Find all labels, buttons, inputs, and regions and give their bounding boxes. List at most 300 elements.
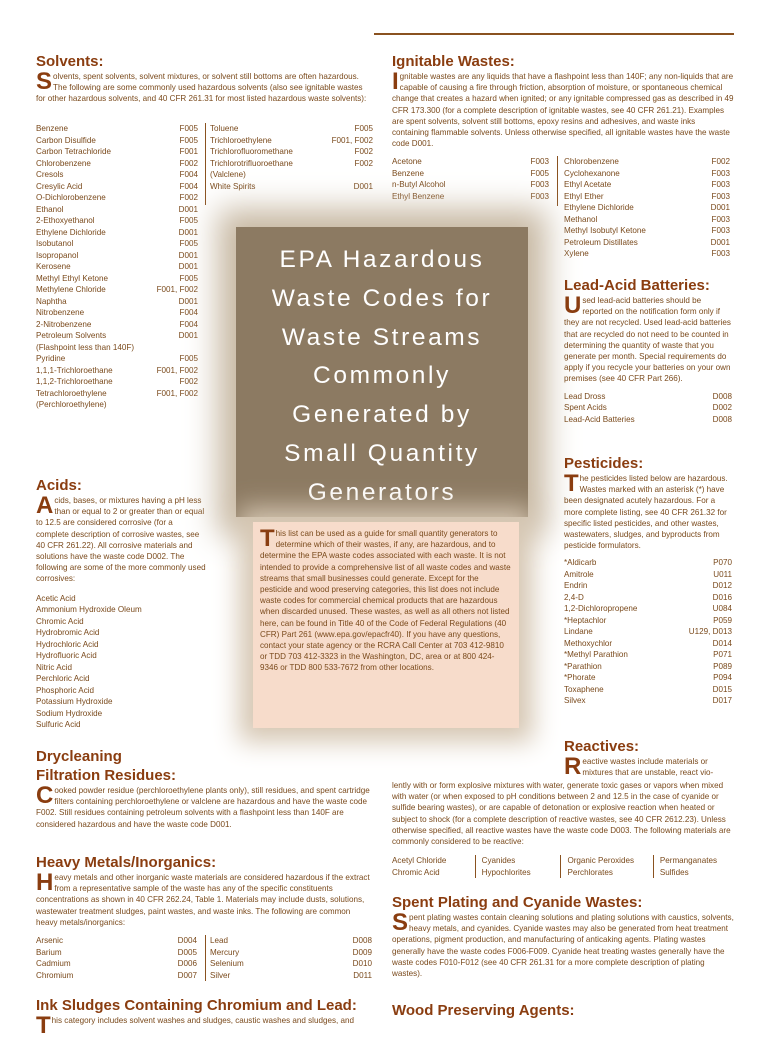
item-code: F001 [179,147,198,156]
item-name: *Heptachlor [564,615,607,625]
item-name: Barium [36,947,62,957]
list-item [564,661,732,673]
item-name: n-Butyl Alcohol [392,180,446,189]
item-name: Isopropanol [36,250,79,260]
item-name: 1,1,1-Trichloroethane [36,365,113,375]
item-name: *Aldicarb [564,558,597,568]
item-code: F001, F002 [156,285,198,294]
list-item [564,156,730,168]
item-code: D001 [178,227,198,237]
item-name: Toxaphene [564,684,604,694]
item-code: D001 [178,204,198,214]
title-line: EPA Hazardous [279,246,485,273]
item-name: Ethyl Acetate [564,180,612,189]
list-item [36,365,198,377]
list-item [36,204,198,216]
list-item [36,399,198,411]
item-code: P094 [713,673,732,683]
title-line: Commonly [313,362,451,390]
item-code: F001, F002 [331,135,373,145]
item-code: D015 [712,684,732,694]
list-item [564,237,730,249]
item-name: Carbon Tetrachloride [36,147,111,156]
item-name: Isobutanol [36,239,74,248]
lead-acid-intro [564,292,732,385]
item-code: F003 [530,191,549,201]
list-item [210,135,373,147]
item-name: Benzene [36,124,68,133]
ignitable-intro-text: gnitable wastes are any liquids that have a flashpoint less than 140F; any non-liquids that are capable of causing a fire through friction, absorption of moisture, or spontaneous chemical change that creates a hazard when ignited; or any ignitable compressed gas as described in 49 CFR 173.300 (for a complete description of ignitable wastes, see 40 CFR 261.21). Examples are spent solvents, solvent still bottoms, epoxy resins and adhesives, and waste inks containing flammable solvents. Unless otherwise specified, all ignitable wastes have the waste code D001. [392,72,734,149]
list-item [36,123,198,135]
list-item [36,135,198,147]
list-item [564,638,732,650]
item-code: D016 [712,592,732,602]
list-item [564,168,730,180]
item-name: Spent Acids [564,403,607,413]
item-code: D001 [178,296,198,306]
item-code: D012 [712,581,732,591]
list-item: Hydrochloric Acid [36,639,99,649]
item-name: Toluene [210,124,239,133]
plating-title: Spent Plating and Cyanide Wastes: [392,894,643,911]
item-code: D002 [712,403,732,413]
list-item [392,179,549,191]
item-code: F005 [179,135,198,145]
drycleaning-drop-cap: C [36,782,54,809]
reactives-intro-b: lently with or form explosive mixtures with water, generate toxic gases or vapors when mixed with water (or when exposed to pH conditions between 2 and 12.5 in the case of cyanide or sulfide bearing wastes), or are capable of detonation or explosive reaction when heated or subject to shock (for a complete description of reactive wastes, see 40 CFR 2612.23). Unless otherwise specified, all reactive wastes have the waste code D003. The following materials are commonly considered to be reactive: [392,781,731,847]
plating-intro-text: pent plating wastes contain cleaning solutions and plating solutions with caustics, solvents, heavy metals, and cyanides. Cyanide wastes may also be generated from heat treatment operations, pigment production, and manufacturing of anticaking agents. Plating wastes generally have the waste codes F006-F009. Cyanide heat treating wastes generally have the waste codes F010-F012 (see 40 CFR 261.31 for a more complete description of plating wastes). [392,913,734,979]
list-item [210,958,372,970]
solvents-drop-cap: S [36,68,53,95]
reactives-intro-a-text: eactive wastes include materials or mixtures that are unstable, react vio- [582,757,714,778]
title-line: Small Quantity [284,439,480,467]
plating-intro [392,909,734,979]
item-name: Methylene Chloride [36,285,106,294]
item-code: D001 [710,237,730,247]
heavy-metals-intro-text: eavy metals and other inorganic waste materials are considered hazardous if the extract from a representative sample of the waste has any of the specific constituents concentrations as shown in 40 CFR 262.24, Table 1. Materials may include dusts, solutions, wastewater treatment sludges, paint wastes, and waste inks. The following are common heavy metals/inorganics: [36,873,370,927]
item-name: (Flashpoint less than 140F) [36,342,135,352]
item-name: Cresols [36,170,64,179]
plating-section [392,893,734,979]
drycleaning-intro-text: ooked powder residue (perchloroethylene plants only), still residues, and spent cartridge filters containing perchloroethylene or valclene are hazardous and have the waste code F002. Still residues containing petroleum solvents with a flashpoint less than 140F are considered hazardous and have the waste code D001. [36,786,370,829]
item-code: D005 [177,947,197,957]
reactives-section [392,780,734,878]
solvents-intro-text: olvents, spent solvents, solvent mixtures, or solvent still bottoms are often hazardous. The following are some commonly used hazardous solvents (also see ignitable wastes for other hazardous solvents, and 40 CFR 261.31 for most listed hazardous waste solvents): [36,72,367,104]
list-item [36,169,198,181]
item-code: F001, F002 [156,365,198,375]
list-item [36,970,197,982]
item-code: F003 [530,157,549,166]
item-name: Trichloroethylene [210,135,272,145]
item-code: U011 [713,569,732,579]
heavy-metals-divider [205,935,206,981]
item-code: D001 [710,203,730,212]
heavy-metals-list-2 [210,935,372,981]
ignitable-drop-cap: I [392,68,399,95]
list-item [564,672,732,684]
reactives-column [475,855,561,878]
list-item [36,146,198,158]
heavy-metals-drop-cap: H [36,869,54,896]
list-item [36,192,198,204]
item-name: Petroleum Distillates [564,237,638,247]
ignitable-list-1 [392,156,549,202]
list-item [36,158,198,170]
title-line: Generated by [292,401,472,429]
info-box-body: his list can be used as a guide for small quantity generators to determine which of their wastes, if any, are hazardous, and to determine the EPA waste codes associated with each waste. It is not intended to provide a comprehensive list of all waste codes and waste streams that small businesses could generate. Except for the pesticide and wood preserving categories, this list does not include waste codes for commercial chemical products that are hazardous when discarded unused. These wastes, as well as all others not listed here, can be found in Title 40 of the Code of Federal Regulations (40 CFR) Part 261 (www.epa.gov/epacfr40). If you have any questions, contact your state agency or the RCRA Call Center at 703 412-9810 or TDD 703 412-3323 in the Washington, DC, area or at 800 424-9346 or TDD 800 533-7672 from other locations. [260,529,511,673]
item-code: F003 [711,168,730,178]
list-item [36,181,198,193]
wood-title: Wood Preserving Agents: [392,1002,575,1019]
list-item [210,947,372,959]
list-item [564,569,732,581]
list-item: Organic Peroxides [567,856,635,866]
item-code: F004 [179,170,198,179]
item-code: F002 [179,377,198,386]
pesticides-drop-cap: T [564,470,579,497]
item-name: Endrin [564,581,588,591]
reactives-title: Reactives: [564,738,640,755]
list-item: Chromic Acid [392,867,440,877]
list-item [564,580,732,592]
title-line: Waste Codes for [271,284,493,312]
list-item [210,970,372,982]
item-name: Nitrobenzene [36,308,85,317]
item-name: Ethyl Benzene [392,191,445,201]
list-item: Acetyl Chloride [392,856,447,866]
item-name: (Perchloroethylene) [36,400,107,409]
heavy-metals-section [36,853,374,928]
list-item: Acetic Acid [36,593,76,603]
plating-drop-cap: S [392,909,409,936]
list-item [564,402,732,414]
list-item [36,958,197,970]
item-name: 1,2-Dichloropropene [564,604,638,614]
ignitable-list-2 [564,156,730,260]
list-item [36,284,198,296]
solvents-section [36,52,374,105]
list-item: Sulfides [659,867,689,877]
item-name: Lead-Acid Batteries [564,414,635,424]
reactives-column [560,855,652,878]
list-item [36,388,198,400]
pesticides-section [564,454,732,707]
item-code: F004 [179,181,198,191]
list-item [210,169,373,181]
list-item: Perchloric Acid [36,674,90,684]
list-item [210,181,373,193]
lead-acid-title: Lead-Acid Batteries: [564,277,710,294]
item-code: P059 [713,615,732,625]
item-name: Trichlorofluoromethane [210,147,293,156]
heavy-metals-list-1 [36,935,197,981]
item-code: F004 [179,319,198,329]
list-item [564,592,732,604]
acids-list [36,593,206,731]
drycleaning-section [36,747,374,830]
list-item: Chromic Acid [36,616,84,626]
item-name: Cadmium [36,959,71,968]
item-name: Ethanol [36,204,64,214]
list-item [36,319,198,331]
pesticides-title: Pesticides: [564,455,644,472]
item-name: Mercury [210,947,240,957]
item-code: F005 [179,124,198,133]
solvents-title: Solvents: [36,53,104,70]
title-panel [236,227,528,517]
item-name: Trichlorotrifluoroethane [210,158,293,168]
item-name: Cresylic Acid [36,181,83,191]
acids-section [36,476,206,731]
list-item: Permanganates [659,856,717,866]
pesticides-intro-text: he pesticides listed below are hazardous. Wastes marked with an asterisk (*) have been designated acutely hazardous. For a more complete listing, see 40 CFR 261.32 for specific listed pesticides, and other wastes, wastewaters, sludges, and byproducts from pesticide formulators. [564,474,728,551]
item-code: U084 [712,604,732,614]
item-name: 2,4-D [564,592,584,602]
item-code: D001 [178,331,198,340]
item-code: F005 [179,354,198,363]
list-item [564,557,732,569]
list-item [36,947,197,959]
list-item [210,146,373,158]
list-item [36,227,198,239]
item-name: Arsenic [36,936,63,945]
pesticides-list [564,557,732,707]
list-item [392,156,549,168]
list-item [564,626,732,638]
item-name: *Methyl Parathion [564,650,628,660]
list-item [36,215,198,227]
info-drop-cap: T [260,525,275,552]
list-item: Ammonium Hydroxide Oleum [36,605,142,615]
list-item [564,603,732,615]
acids-intro [36,492,206,585]
item-code: F005 [179,273,198,283]
list-item [564,248,730,260]
ignitable-intro [392,68,734,149]
item-name: 2-Nitrobenzene [36,319,92,329]
solvents-divider [205,123,206,205]
item-code: P089 [713,661,732,671]
list-item [210,123,373,135]
drycleaning-title-1: Drycleaning [36,748,122,765]
item-code: F002 [179,193,198,202]
reactives-list [392,855,734,878]
item-code: F003 [711,226,730,235]
item-code: U129, D013 [688,627,732,637]
item-name: Methanol [564,214,598,224]
item-name: Carbon Disulfide [36,135,96,145]
list-item [36,261,198,273]
item-name: 2-Ethoxyethanol [36,216,95,225]
item-code: D008 [712,391,732,401]
reactives-column [392,855,475,878]
item-code: D001 [178,262,198,271]
list-item [36,238,198,250]
item-code: F003 [711,214,730,224]
item-name: Methyl Ethyl Ketone [36,273,108,283]
item-name: Petroleum Solvents [36,331,107,340]
item-code: D011 [353,970,372,980]
item-name: Kerosene [36,262,71,271]
item-name: Methoxychlor [564,638,613,648]
list-item [392,191,549,203]
list-item [392,168,549,180]
item-name: Cyclohexanone [564,168,620,178]
item-name: *Phorate [564,673,596,683]
drycleaning-intro [36,782,374,830]
item-name: 1,1,2-Trichloroethane [36,377,113,386]
item-code: F005 [179,216,198,225]
acids-title: Acids: [36,477,82,494]
reactives-column [653,855,734,878]
item-name: Lead Dross [564,391,606,401]
ignitable-title: Ignitable Wastes: [392,53,515,70]
item-code: F002 [354,147,373,156]
ignitable-divider [557,156,558,206]
list-item: Nitric Acid [36,662,72,672]
solvents-intro [36,68,374,105]
info-box [253,522,519,728]
item-name: Pyridine [36,354,66,363]
list-item: Potassium Hydroxide [36,697,113,707]
document-title [236,241,528,513]
ignitable-section [392,52,734,149]
wood-section [392,1001,734,1020]
title-line: Generators [307,478,457,506]
item-name: Silvex [564,696,586,706]
item-code: D009 [352,947,372,957]
item-name: Methyl Isobutyl Ketone [564,226,646,235]
ink-sludges-title: Ink Sludges Containing Chromium and Lead: [36,997,357,1014]
ink-sludges-section [36,996,376,1039]
item-code: D008 [352,936,372,945]
heavy-metals-intro [36,869,374,928]
reactives-header [564,737,732,778]
list-item [564,179,730,191]
list-item [564,225,730,237]
item-name: *Parathion [564,661,602,671]
list-item: Sodium Hydroxide [36,708,103,718]
drycleaning-title-2: Filtration Residues: [36,767,177,784]
item-code: F003 [711,191,730,201]
list-item [564,391,732,403]
list-item [564,684,732,696]
item-code: F004 [179,308,198,317]
item-code: F005 [354,124,373,133]
item-name: (Valclene) [210,170,246,179]
ink-sludges-intro [36,1012,376,1039]
item-name: Lindane [564,627,593,637]
list-item [36,273,198,285]
list-item [36,296,198,308]
ink-intro-text: his category includes solvent washes and sludges, caustic washes and sludges, and [51,1016,355,1025]
pesticides-intro [564,470,732,551]
heavy-metals-title: Heavy Metals/Inorganics: [36,854,217,871]
list-item [564,695,732,707]
lead-acid-drop-cap: U [564,292,582,319]
list-item [36,376,198,388]
item-code: D001 [353,181,373,191]
item-name: Tetrachloroethylene [36,388,107,398]
list-item: Cyanides [481,856,516,866]
list-item [210,158,373,170]
list-item: Hydrofluoric Acid [36,651,97,661]
list-item [36,353,198,365]
item-code: P071 [713,650,732,660]
item-code: D004 [177,936,197,945]
solvents-list-1 [36,123,198,411]
list-item [564,414,732,426]
item-code: F003 [711,180,730,189]
list-item [564,214,730,226]
list-item [36,307,198,319]
item-code: D008 [712,414,732,424]
list-item: Hypochlorites [481,867,531,877]
item-code: F001, F002 [156,388,198,398]
item-code: D017 [712,696,732,706]
list-item [210,935,372,947]
item-name: Naphtha [36,296,67,306]
list-item [564,649,732,661]
item-name: Xylene [564,249,589,258]
item-name: White Spirits [210,181,256,191]
list-item [564,202,730,214]
list-item [36,330,198,342]
item-code: F002 [711,157,730,166]
lead-acid-list [564,391,732,426]
item-name: Amitrole [564,569,594,579]
item-code: P070 [713,558,732,568]
item-name: Chromium [36,970,74,980]
item-name: Selenium [210,959,244,968]
item-name: Ethylene Dichloride [564,203,634,212]
list-item [564,191,730,203]
acids-intro-text: cids, bases, or mixtures having a pH less than or equal to 2 or greater than or equal to 12.5 are considered corrosive (for a complete description of corrosive wastes, see 40 CFR 261.22). All corrosive materials and solutions have the waste code D002. The following are some of the more commonly used corrosives: [36,496,206,584]
item-name: Lead [210,936,229,945]
reactives-drop-cap: R [564,753,582,780]
list-item [36,250,198,262]
item-code: F005 [530,168,549,178]
lead-acid-section [564,276,732,425]
item-code: F002 [179,158,198,168]
item-name: Chlorobenzene [36,158,91,168]
lead-acid-intro-text: sed lead-acid batteries should be reported on the notification form only if they are not recycled. Used lead-acid batteries that are recycled do not need to be counted in determining the quantity of waste that you generate per month. Special requirements do apply if you recycle your batteries on your own premises (see 40 CFR Part 266). [564,296,731,384]
item-code: F003 [530,180,549,189]
info-box-text [253,522,519,674]
item-name: O-Dichlorobenzene [36,193,106,202]
list-item [36,342,198,354]
item-name: Acetone [392,157,422,166]
list-item: Sulfuric Acid [36,720,81,730]
list-item: Phosphoric Acid [36,685,95,695]
solvents-list-2 [210,123,373,192]
list-item [564,615,732,627]
item-code: D006 [177,959,197,968]
item-code: F003 [711,249,730,258]
top-rule [374,33,734,35]
item-name: Silver [210,970,231,980]
item-code: D014 [712,638,732,648]
item-name: Ethyl Ether [564,191,604,201]
title-line: Waste Streams [281,323,483,351]
ink-drop-cap: T [36,1012,51,1039]
item-code: D001 [178,250,198,260]
list-item: Hydrobromic Acid [36,628,100,638]
item-code: F005 [179,239,198,248]
reactives-intro-a [564,753,732,780]
acids-drop-cap: A [36,492,54,519]
item-code: D007 [177,970,197,980]
